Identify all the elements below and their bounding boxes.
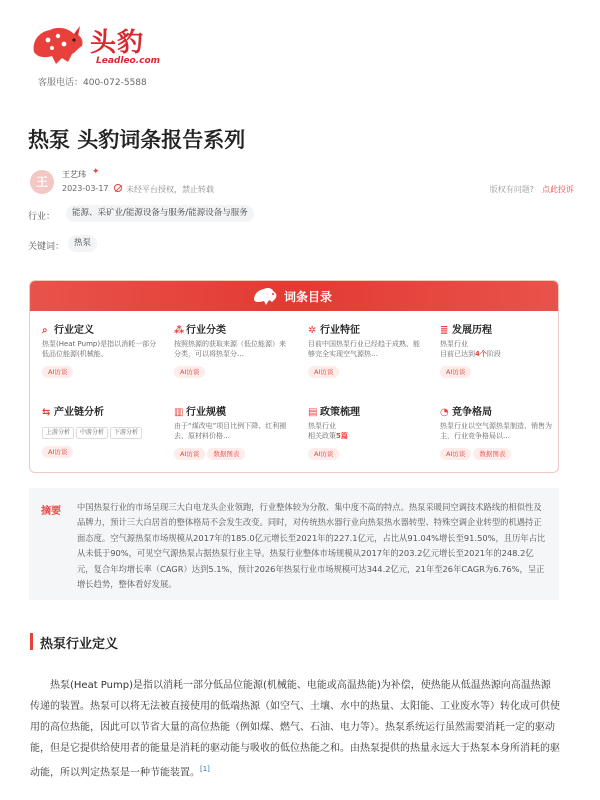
author-name[interactable]: 王艺玮	[62, 170, 86, 179]
keywords-label: 关键词：	[28, 242, 65, 252]
data-chart-button[interactable]: 数据图表	[207, 448, 245, 460]
footnote-link[interactable]: [1]	[200, 765, 210, 773]
stage-count: 4个	[475, 350, 487, 358]
ai-interview-button[interactable]: AI访谈	[174, 366, 205, 378]
keyword-tag[interactable]: 热泵	[68, 235, 97, 252]
chain-icon: ⇆	[42, 407, 51, 418]
features-icon: ✲	[308, 325, 317, 336]
summary-box	[29, 488, 559, 600]
definition-paragraph	[30, 675, 560, 783]
ai-interview-button[interactable]: AI访谈	[308, 366, 339, 378]
upstream-tag[interactable]: 上游分析	[42, 427, 74, 439]
catalog-item-policy[interactable]	[308, 403, 426, 460]
catalog-item-classification[interactable]	[174, 321, 292, 378]
section-accent-bar	[30, 633, 33, 650]
catalog-item-desc: 目前中国热泵行业已经趋于成熟、能够完全实现空气源热…	[308, 340, 420, 358]
summary-text: 中国热泵行业的市场呈现三大白电龙头企业领跑，行业整体较为分散、集中度不高的特点。热泵采暖同空调技术路线的相似性及品牌力，预计三大白居首的整体格局不会发生改变。同时，对传统热水器行业向热泵热水器转型、特殊空调企业转型的机遇持正面态度。空气源热泵市场规模从2017年的185.0亿元增长至2021年的227.1亿元，占比从91.04%增长至91.50%，且历年占比从未低于90%，可见空气源热泵占据热泵行业主导。热泵行业整体市场规模从2017年的203.2亿元增长至2021年的248.2亿元，复合年均增长率（CAGR）达到5.1%，预计2026年热泵行业市场规模可达344.2亿元，21年至26年CAGR为6.76%，呈正增长趋势，整体看好发展。	[77, 502, 546, 590]
catalog-panel	[29, 280, 559, 473]
copyright-notice: 未经平台授权，禁止转载	[126, 185, 214, 194]
catalog-item-chain[interactable]	[42, 403, 160, 458]
ai-interview-button[interactable]: AI访谈	[42, 446, 73, 458]
leopard-mascot-icon	[252, 284, 278, 308]
ai-interview-button[interactable]: AI访谈	[308, 448, 339, 460]
leopard-logo-icon	[28, 22, 86, 68]
downstream-tag[interactable]: 下游分析	[110, 427, 142, 439]
brand-logo[interactable]	[28, 20, 168, 70]
catalog-item-title: 产业链分析	[54, 407, 104, 418]
ai-interview-button[interactable]: AI访谈	[440, 366, 471, 378]
catalog-item-title: 竞争格局	[452, 407, 492, 418]
ai-interview-button[interactable]: AI访谈	[42, 366, 73, 378]
classification-icon: ⁂	[174, 325, 185, 336]
catalog-item-desc: 热泵行业 目前已达到4个阶段	[440, 340, 501, 358]
catalog-title: 词条目录	[284, 290, 333, 304]
catalog-item-desc: 热泵行业 相关政策5篇	[308, 422, 348, 440]
catalog-item-desc: 由于“煤改电”项目比例下降、红利褪去、原材料价格…	[174, 422, 287, 440]
no-repost-icon	[114, 184, 122, 192]
midstream-tag[interactable]: 中游分析	[76, 427, 108, 439]
brand-site: Leadleo.com	[96, 56, 161, 66]
publish-date: 2023-03-17	[62, 184, 109, 193]
complaint-link[interactable]: 点此投诉	[542, 185, 574, 194]
competition-icon: ◔	[440, 407, 449, 418]
catalog-item-competition[interactable]	[440, 403, 558, 460]
industry-tag[interactable]: 能源、采矿业/能源设备与服务/能源设备与服务	[66, 205, 254, 222]
catalog-item-features[interactable]	[308, 321, 426, 378]
author-badge-icon: ✦	[92, 167, 100, 177]
ai-interview-button[interactable]: AI访谈	[174, 448, 205, 460]
catalog-item-title: 行业规模	[186, 407, 226, 418]
author-row	[28, 168, 574, 198]
catalog-item-desc: 按照热源的获取来源（低位能源）来分类，可以将热泵分…	[174, 340, 286, 358]
scale-icon: ▥	[174, 407, 184, 418]
section-title: 热泵行业定义	[40, 637, 119, 652]
catalog-header	[30, 281, 558, 311]
definition-icon: ⌕	[42, 325, 48, 336]
catalog-item-title: 行业分类	[186, 325, 226, 336]
page-title: 热泵 头豹词条报告系列	[28, 128, 246, 152]
customer-hotline: 客服电话：400-072-5588	[38, 78, 147, 88]
catalog-item-history[interactable]	[440, 321, 558, 378]
summary-label: 摘要	[41, 506, 61, 517]
avatar[interactable]: 王	[30, 170, 54, 194]
catalog-item-title: 政策梳理	[320, 407, 360, 418]
brand-name: 头豹	[90, 28, 145, 58]
data-chart-button[interactable]: 数据图表	[473, 448, 511, 460]
policy-icon: ▤	[308, 407, 318, 418]
catalog-item-desc: 热泵行业以空气源热泵制造、销售为主，行业竞争格局以…	[440, 422, 552, 440]
catalog-item-desc: 热泵(Heat Pump)是指以消耗一部分低品位能源(机械能、	[42, 340, 157, 358]
policy-count: 5篇	[336, 432, 348, 440]
catalog-item-title: 发展历程	[452, 325, 492, 336]
ai-interview-button[interactable]: AI访谈	[440, 448, 471, 460]
catalog-item-scale[interactable]	[174, 403, 292, 460]
history-icon: ≣	[440, 325, 449, 336]
catalog-item-title: 行业特征	[320, 325, 360, 336]
catalog-item-definition[interactable]	[42, 321, 160, 378]
definition-text: 热泵(Heat Pump)是指以消耗一部分低品位能源(机械能、电能或高温热能)为补偿，使热能从低温热源向高温热源传递的装置。热泵可以将无法被直接使用的低端热源（如空气、土壤、水中的热量、太阳能、工业废水等）转化成可供使用的高位热能，因此可以节省大量的高位热能（例如煤、燃气、石油、电力等）。热泵系统运行虽然需要消耗一定的驱动能，但是它提供给使用者的能量是消耗的驱动能与吸收的低位热能之和。由热泵提供的热量永远大于热泵本身所消耗的驱动能，所以判定热泵是一种节能装置。	[30, 680, 560, 779]
industry-label: 行业：	[28, 212, 56, 222]
catalog-item-title: 行业定义	[54, 325, 94, 336]
copyright-question: 版权有问题?	[489, 185, 534, 194]
